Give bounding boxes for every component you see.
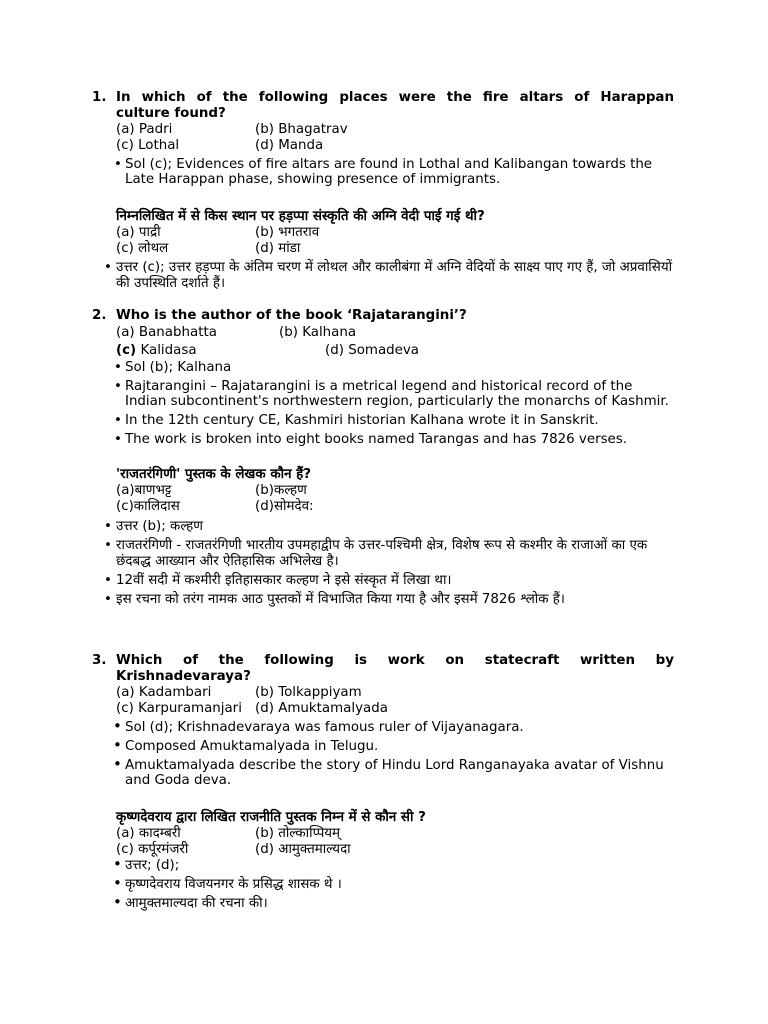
question-text-line1: Which of the following is work on statecraft written by xyxy=(116,653,674,668)
hindi-question: 'राजतरंगिणी' पुस्तक के लेखक कौन हैं? xyxy=(116,467,312,482)
option-c: (c) Lothal xyxy=(116,138,180,154)
hindi-options xyxy=(92,225,674,258)
question-text-line2: culture found? xyxy=(116,106,226,121)
solution-bullet: • Sol (d); Krishnadevaraya was famous ruler of Vijayanagara. xyxy=(92,720,674,735)
hindi-option-a: (a) कादम्बरी xyxy=(116,825,181,841)
hindi-option-d: (d) आमुक्तमाल्यदा xyxy=(255,841,351,857)
explanation-bullet: • In the 12th century CE, Kashmiri historian Kalhana wrote it in Sanskrit. xyxy=(92,413,674,428)
hindi-option-b: (b) तोल्काप्पियम् xyxy=(255,825,341,841)
question-text-line1: In which of the following places were the fire altars of Harappan xyxy=(116,90,674,105)
options xyxy=(92,122,674,155)
option-a: (a) Banabhatta xyxy=(116,325,217,340)
hindi-explanation-bullet: • इस रचना को तरंग नामक आठ पुस्तकों में विभाजित किया गया है और इसमें 7826 श्लोक हैं। xyxy=(92,592,674,608)
hindi-option-a: (a) पाद्री xyxy=(116,224,161,240)
hindi-option-b: (b)कल्हण xyxy=(255,483,307,498)
solution-bullet: • Sol (c); Evidences of fire altars are found in Lothal and Kalibangan towards the Late Harappan phase, showing presence of immigrants. xyxy=(92,157,674,187)
option-c: Kalidasa xyxy=(136,343,197,358)
question-2 xyxy=(92,308,674,608)
hindi-solution-bullet: • उत्तर (c); उत्तर हड़प्पा के अंतिम चरण में लोथल और कालीबंगा में अग्नि वेदियों के साक्ष्य पाए गए हैं, जो अप्रवासियों की उपस्थिति दर्शाते हैं। xyxy=(92,260,674,292)
question-2-heading xyxy=(92,308,674,324)
hindi-explanation-bullet: • राजतरंगिणी - राजतरंगिणी भारतीय उपमहाद्वीप के उत्तर-पश्चिमी क्षेत्र, विशेष रूप से कश्मीर के राजाओं का एक छंदबद्ध आख्यान और ऐतिहासिक अभिलेख है। xyxy=(92,538,674,570)
option-c-label: (c) xyxy=(116,343,137,358)
question-number: 3. xyxy=(92,653,107,668)
hindi-options xyxy=(92,483,674,516)
hindi-explanation-bullet: • आमुक्तमाल्यदा की रचना की। xyxy=(92,896,674,911)
question-1-heading xyxy=(92,90,674,122)
question-1 xyxy=(92,90,674,292)
hindi-option-a: (a)बाणभट्ट xyxy=(116,483,172,498)
option-b: (b) Bhagatrav xyxy=(255,122,348,137)
hindi-solution-bullet: • उत्तर (b); कल्हण xyxy=(92,519,674,535)
hindi-option-c: (c) कर्पूरमंजरी xyxy=(116,841,189,857)
option-d: (d) Amuktamalyada xyxy=(255,701,388,717)
explanation-bullet: • Rajtarangini – Rajatarangini is a metrical legend and historical record of the Indian subcontinent's northwestern region, particularly the monarchs of Kashmir. xyxy=(92,379,674,409)
hindi-options xyxy=(92,826,674,859)
hindi-section xyxy=(92,467,674,608)
question-number: 1. xyxy=(92,90,107,105)
hindi-option-d: (d) मांडा xyxy=(255,240,301,256)
option-c: (c) Karpuramanjari xyxy=(116,701,242,717)
question-3-heading xyxy=(92,653,674,685)
hindi-option-b: (b) भगतराव xyxy=(255,224,320,240)
explanation-bullet: • The work is broken into eight books named Tarangas and has 7826 verses. xyxy=(92,432,674,447)
option-d: (d) Somadeva xyxy=(325,343,420,358)
hindi-question: कृष्णदेवराय द्वारा लिखित राजनीति पुस्तक निम्न में से कौन सी ? xyxy=(116,809,426,825)
hindi-section xyxy=(92,209,674,293)
option-d: (d) Manda xyxy=(255,138,324,154)
hindi-explanation-bullet: • कृष्णदेवराय विजयनगर के प्रसिद्ध शासक थे । xyxy=(92,877,674,892)
hindi-solution-bullet: • उत्तर; (d); xyxy=(92,858,674,873)
hindi-question: निम्नलिखित में से किस स्थान पर हड़प्पा संस्कृति की अग्नि वेदी पाई गई थी? xyxy=(116,208,485,224)
hindi-explanation-bullet: • 12वीं सदी में कश्मीरी इतिहासकार कल्हण ने इसे संस्कृत में लिखा था। xyxy=(92,573,674,589)
question-number: 2. xyxy=(92,308,107,323)
option-b: (b) Kalhana xyxy=(279,325,357,340)
option-a: (a) Kadambari xyxy=(116,685,212,700)
explanation-bullet: • Amuktamalyada describe the story of Hindu Lord Ranganayaka avatar of Vishnu and Goda deva. xyxy=(92,758,674,788)
hindi-option-d: (d)सोमदेव: xyxy=(255,499,314,515)
question-3 xyxy=(92,653,674,911)
option-a: (a) Padri xyxy=(116,122,173,137)
option-b: (b) Tolkappiyam xyxy=(255,685,362,700)
options xyxy=(92,685,674,718)
options xyxy=(92,324,674,360)
solution-bullet: • Sol (b); Kalhana xyxy=(92,360,674,375)
hindi-option-c: (c) लोथल xyxy=(116,240,169,256)
question-text-line2: Krishnadevaraya? xyxy=(116,669,251,684)
hindi-option-c: (c)कालिदास xyxy=(116,499,180,515)
hindi-section xyxy=(92,810,674,912)
explanation-bullet: • Composed Amuktamalyada in Telugu. xyxy=(92,739,674,754)
question-text: Who is the author of the book ‘Rajatarangini’? xyxy=(116,308,467,323)
